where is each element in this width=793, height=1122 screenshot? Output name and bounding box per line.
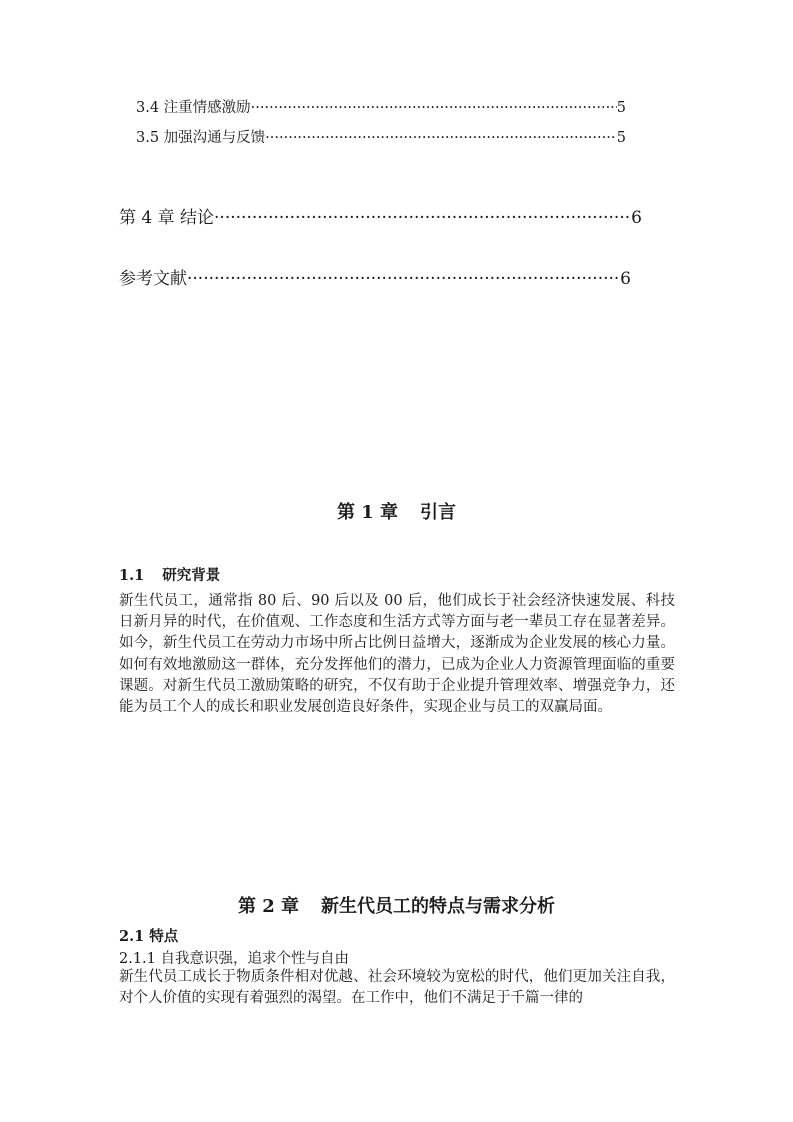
toc-entry-3-4[interactable] <box>136 96 626 117</box>
toc-entry-label: 第 4 章 结论 <box>119 208 215 228</box>
toc-leader-dots <box>251 100 617 116</box>
subsection-2-1-1-heading: 2.1.1 自我意识强，追求个性与自由 <box>119 951 350 967</box>
toc-entry-label: 参考文献 <box>119 269 187 289</box>
toc-entry-label: 3.5 加强沟通与反馈 <box>136 130 266 146</box>
chapter-title: 引言 <box>420 502 457 523</box>
toc-leader-dots <box>265 130 617 146</box>
chapter-number: 第 1 章 <box>336 502 399 523</box>
subsection-2-1-1-paragraph: 新生代员工成长于物质条件相对优越、社会环境较为宽松的时代，他们更加关注自我，对个人价值的实现有着强烈的渴望。在工作中，他们不满足于千篇一律的 <box>119 969 675 1007</box>
toc-leader-dots <box>214 208 631 228</box>
section-1-1-paragraph: 新生代员工，通常指 80 后、90 后以及 00 后，他们成长于社会经济快速发展、科技日新月异的时代，在价值观、工作态度和生活方式等方面与老一辈员工存在显著差异。如今，新生代员工在劳动力市场中所占比例日益增大，逐渐成为企业发展的核心力量。如何有效地激励这一群体，充分发挥他们的潜力，已成为企业人力资源管理面临的重要课题。对新生代员工激励策略的研究，不仅有助于企业提升管理效率、增强竞争力，还能为员工个人的成长和职业发展创造良好条件，实现企业与员工的双赢局面。 <box>119 593 675 716</box>
toc-entry-page: 6 <box>620 269 631 289</box>
toc-entry-page: 5 <box>616 100 626 116</box>
toc-entry-references[interactable] <box>119 264 631 289</box>
section-2-1-heading: 2.1 特点 <box>119 928 179 945</box>
toc-entry-chapter-4[interactable] <box>119 203 642 228</box>
toc-entry-page: 6 <box>631 208 642 228</box>
section-number: 1.1 <box>119 567 145 584</box>
toc-leader-dots <box>187 269 620 289</box>
toc-entry-3-5[interactable] <box>136 126 626 147</box>
chapter-2-heading <box>0 892 793 918</box>
toc-entry-label: 3.4 注重情感激励 <box>136 100 251 116</box>
chapter-number: 第 2 章 <box>237 896 300 917</box>
toc-entry-page: 5 <box>616 130 626 146</box>
section-1-1-heading <box>119 564 220 585</box>
section-title: 研究背景 <box>162 567 221 584</box>
chapter-title: 新生代员工的特点与需求分析 <box>321 896 556 917</box>
chapter-1-heading <box>0 498 793 524</box>
